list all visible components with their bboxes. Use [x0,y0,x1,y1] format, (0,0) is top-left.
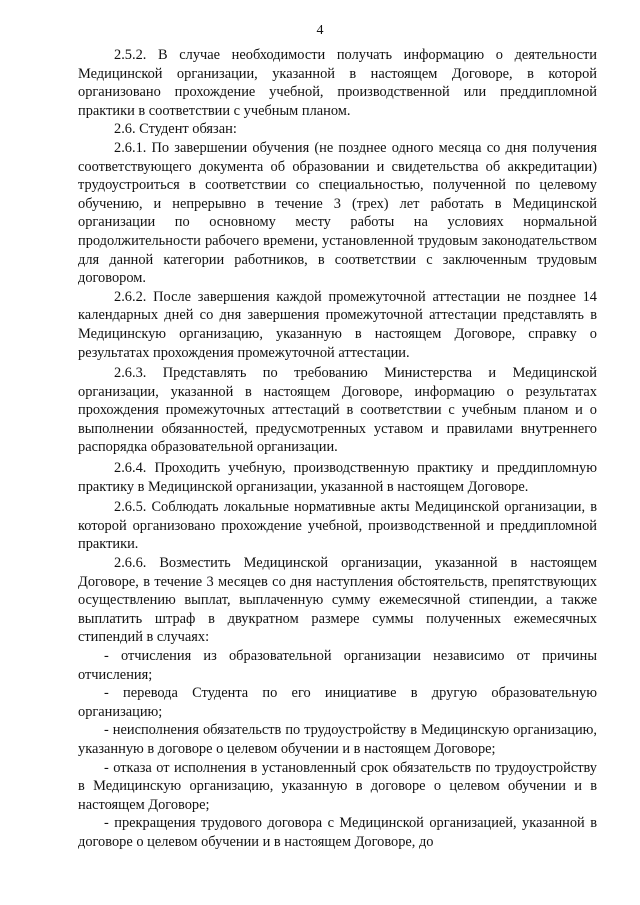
paragraph-2-6-2: 2.6.2. После завершения каждой промежуточной аттестации не позднее 14 календарных дней со дня завершения промежуточной аттестации представлять в Медицинскую организацию, указанную в настоящем Договоре, справку о результатах прохождения промежуточной аттестации. [78,288,597,361]
paragraph-2-5-2: 2.5.2. В случае необходимости получать информацию о деятельности Медицинской организации, указанной в настоящем Договоре, в которой организовано прохождение учебной, производственной или преддипломной практики в соответствии с учебным планом. [78,47,597,119]
paragraph-2-6-6: 2.6.6. Возместить Медицинской организации, указанной в настоящем Договоре, в течение 3 месяцев со дня наступления обстоятельств, препятствующих осуществлению выплат, выплаченную сумму ежемесячной стипендии, а также выплатить штраф в двукратном размере суммы полученных ежемесячных стипендий в случаях: [78,555,597,646]
list-item-expulsion: - отчисления из образовательной организации независимо от причины отчисления; [78,648,597,683]
list-item-non-fulfillment: - неисполнения обязательств по трудоустройству в Медицинскую организацию, указанную в договоре о целевом обучении и в настоящем Договоре; [78,722,597,757]
paragraph-2-6: 2.6. Студент обязан: [114,121,237,138]
page-number: 4 [316,23,324,38]
list-item-termination: - прекращения трудового договора с Медицинской организацией, указанной в договоре о целевом обучении и в настоящем Договоре, до [78,815,597,850]
paragraph-2-6-4: 2.6.4. Проходить учебную, производственную практику и преддипломную практику в Медицинской организации, указанной в настоящем Договоре. [78,460,597,495]
paragraph-2-6-1: 2.6.1. По завершении обучения (не позднее одного месяца со дня получения соответствующего документа об образовании и свидетельства об аккредитации) трудоустроиться в соответствии со специальностью, полученной по целевому обучению, и непрерывно в течение 3 (трех) лет работать в Медицинской организации по основному месту работы на условиях нормальной продолжительности рабочего времени, установленной трудовым законодательством для данной категории работников, в соответствии с заключенным трудовым договором. [78,139,597,287]
list-item-refusal: - отказа от исполнения в установленный срок обязательств по трудоустройству в Медицинскую организацию, указанную в договоре о целевом обучении и в настоящем Договоре; [78,759,597,813]
document-body [78,46,597,852]
list-item-transfer: - перевода Студента по его инициативе в другую образовательную организацию; [78,685,597,720]
paragraph-2-6-3: 2.6.3. Представлять по требованию Министерства и Медицинской организации, указанной в настоящем Договоре, информацию о результатах прохождения промежуточных аттестаций в соответствии с учебным планом и о выполнении обязанностей, предусмотренных уставом и правилами внутреннего распорядка образовательной организации. [78,365,597,456]
paragraph-2-6-5: 2.6.5. Соблюдать локальные нормативные акты Медицинской организации, в которой организовано прохождение учебной, производственной и преддипломной практики. [78,499,597,553]
